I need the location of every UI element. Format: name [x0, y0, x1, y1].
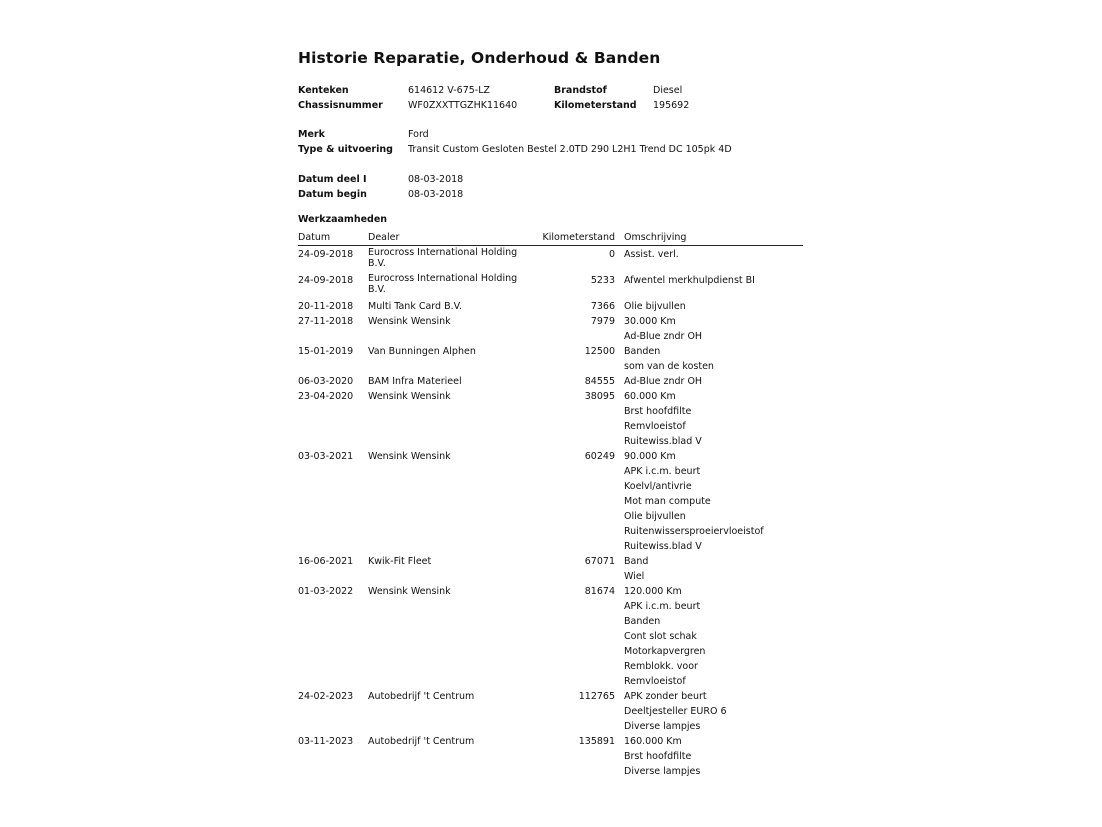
row-dealer: Autobedrijf 't Centrum — [368, 691, 475, 702]
brandstof-value: Diesel — [653, 85, 683, 96]
row-dealer: Wensink Wensink — [368, 451, 451, 462]
datum-begin-value: 08-03-2018 — [408, 189, 464, 200]
omschrijving-line: Remvloeistof — [624, 421, 686, 432]
page-title: Historie Reparatie, Onderhoud & Banden — [298, 49, 661, 67]
row-kilometerstand: 112765 — [578, 691, 615, 702]
omschrijving-line: APK i.c.m. beurt — [624, 466, 701, 477]
omschrijving-line: Ruitewiss.blad V — [624, 436, 702, 447]
row-kilometerstand: 67071 — [584, 556, 615, 567]
omschrijving-line: Remvloeistof — [624, 676, 686, 687]
chassis-value: WF0ZXXTTGZHK11640 — [408, 100, 518, 111]
table-row — [298, 247, 803, 273]
chassis-label: Chassisnummer — [298, 100, 383, 111]
brandstof-label: Brandstof — [554, 85, 607, 96]
row-dealer: Wensink Wensink — [368, 586, 451, 597]
datum-deel-value: 08-03-2018 — [408, 174, 464, 185]
omschrijving-line: Motorkapvergren — [624, 646, 706, 657]
merk-row — [298, 127, 803, 142]
werkzaamheden-heading: Werkzaamheden — [298, 214, 388, 225]
table-row — [298, 344, 803, 374]
table-row — [298, 299, 803, 314]
row-kilometerstand: 38095 — [584, 391, 615, 402]
row-omschrijving — [624, 344, 714, 374]
row-kilometerstand: 7366 — [590, 301, 615, 312]
datum-begin-row — [298, 187, 803, 202]
row-date: 01-03-2022 — [298, 586, 354, 597]
row-kilometerstand: 12500 — [584, 346, 615, 357]
column-omschrijving: Omschrijving — [624, 232, 687, 243]
row-dealer: Multi Tank Card B.V. — [368, 301, 462, 312]
row-date: 15-01-2019 — [298, 346, 354, 357]
row-omschrijving — [624, 374, 702, 389]
omschrijving-line: Band — [624, 556, 649, 567]
row-dealer: Eurocross International Holding B.V. — [368, 273, 518, 295]
row-omschrijving — [624, 584, 705, 689]
omschrijving-line: Olie bijvullen — [624, 301, 686, 312]
row-dealer: Wensink Wensink — [368, 316, 451, 327]
table-row — [298, 734, 803, 779]
omschrijving-line: Diverse lampjes — [624, 721, 701, 732]
omschrijving-line: Mot man compute — [624, 496, 711, 507]
row-date: 24-09-2018 — [298, 249, 354, 260]
merk-value: Ford — [408, 129, 429, 140]
merk-label: Merk — [298, 129, 325, 140]
omschrijving-line: Deeltjesteller EURO 6 — [624, 706, 727, 717]
row-date: 24-02-2023 — [298, 691, 354, 702]
row-kilometerstand: 60249 — [584, 451, 615, 462]
kilometerstand-value: 195692 — [653, 100, 690, 111]
omschrijving-line: Koelvl/antivrie — [624, 481, 692, 492]
omschrijving-line: Banden — [624, 616, 661, 627]
row-omschrijving — [624, 389, 702, 449]
row-date: 20-11-2018 — [298, 301, 354, 312]
omschrijving-line: Banden — [624, 346, 661, 357]
kenteken-row — [298, 83, 803, 98]
row-dealer: BAM Infra Materieel — [368, 376, 462, 387]
table-row — [298, 689, 803, 734]
table-row — [298, 389, 803, 449]
omschrijving-line: Assist. verl. — [624, 249, 679, 260]
type-value: Transit Custom Gesloten Bestel 2.0TD 290 L2H1 Trend DC 105pk 4D — [408, 144, 732, 155]
row-kilometerstand: 0 — [608, 249, 615, 260]
omschrijving-line: Wiel — [624, 571, 645, 582]
type-row — [298, 142, 803, 157]
table-row — [298, 584, 803, 689]
column-dealer: Dealer — [368, 232, 400, 243]
row-date: 03-11-2023 — [298, 736, 354, 747]
omschrijving-line: Brst hoofdfilte — [624, 751, 692, 762]
omschrijving-line: Ruitewiss.blad V — [624, 541, 702, 552]
row-date: 24-09-2018 — [298, 275, 354, 286]
kenteken-value: 614612 V-675-LZ — [408, 85, 491, 96]
row-dealer: Autobedrijf 't Centrum — [368, 736, 475, 747]
column-datum: Datum — [298, 232, 331, 243]
omschrijving-line: Cont slot schak — [624, 631, 697, 642]
row-dealer: Wensink Wensink — [368, 391, 451, 402]
table-row — [298, 449, 803, 554]
column-kilometerstand: Kilometerstand — [542, 232, 615, 243]
row-omschrijving — [624, 247, 679, 262]
row-date: 03-03-2021 — [298, 451, 354, 462]
row-dealer: Eurocross International Holding B.V. — [368, 247, 518, 269]
omschrijving-line: 120.000 Km — [624, 586, 682, 597]
omschrijving-line: Ad-Blue zndr OH — [624, 376, 703, 387]
table-row — [298, 273, 803, 299]
omschrijving-line: 60.000 Km — [624, 391, 676, 402]
kenteken-label: Kenteken — [298, 85, 349, 96]
row-omschrijving — [624, 449, 764, 554]
row-omschrijving — [624, 314, 702, 344]
row-omschrijving — [624, 273, 755, 288]
chassis-row — [298, 98, 803, 113]
row-dealer: Van Bunningen Alphen — [368, 346, 476, 357]
type-label: Type & uitvoering — [298, 144, 393, 155]
omschrijving-line: 30.000 Km — [624, 316, 676, 327]
datum-deel-row — [298, 172, 803, 187]
datum-begin-label: Datum begin — [298, 189, 367, 200]
omschrijving-line: Remblokk. voor — [624, 661, 698, 672]
omschrijving-line: APK i.c.m. beurt — [624, 601, 701, 612]
omschrijving-line: 160.000 Km — [624, 736, 682, 747]
row-omschrijving — [624, 734, 700, 779]
datum-deel-label: Datum deel I — [298, 174, 367, 185]
row-kilometerstand: 84555 — [584, 376, 615, 387]
row-kilometerstand: 7979 — [590, 316, 615, 327]
omschrijving-line: APK zonder beurt — [624, 691, 707, 702]
document — [298, 46, 803, 777]
row-omschrijving — [624, 554, 648, 584]
omschrijving-line: Olie bijvullen — [624, 511, 686, 522]
row-date: 06-03-2020 — [298, 376, 354, 387]
table-header — [298, 231, 803, 246]
row-omschrijving — [624, 689, 727, 734]
row-dealer: Kwik-Fit Fleet — [368, 556, 432, 567]
table-row — [298, 554, 803, 584]
omschrijving-line: 90.000 Km — [624, 451, 676, 462]
table-row — [298, 374, 803, 389]
row-date: 16-06-2021 — [298, 556, 354, 567]
omschrijving-line: Ad-Blue zndr OH — [624, 331, 703, 342]
row-omschrijving — [624, 299, 686, 314]
omschrijving-line: Diverse lampjes — [624, 766, 701, 777]
table-row — [298, 314, 803, 344]
row-kilometerstand: 5233 — [590, 275, 615, 286]
omschrijving-line: Ruitenwissersproeiervloeistof — [624, 526, 764, 537]
row-date: 23-04-2020 — [298, 391, 354, 402]
row-kilometerstand: 135891 — [578, 736, 615, 747]
omschrijving-line: som van de kosten — [624, 361, 714, 372]
omschrijving-line: Brst hoofdfilte — [624, 406, 692, 417]
omschrijving-line: Afwentel merkhulpdienst BI — [624, 275, 755, 286]
kilometerstand-label: Kilometerstand — [554, 100, 637, 111]
table-body — [298, 247, 803, 779]
row-date: 27-11-2018 — [298, 316, 354, 327]
row-kilometerstand: 81674 — [584, 586, 615, 597]
